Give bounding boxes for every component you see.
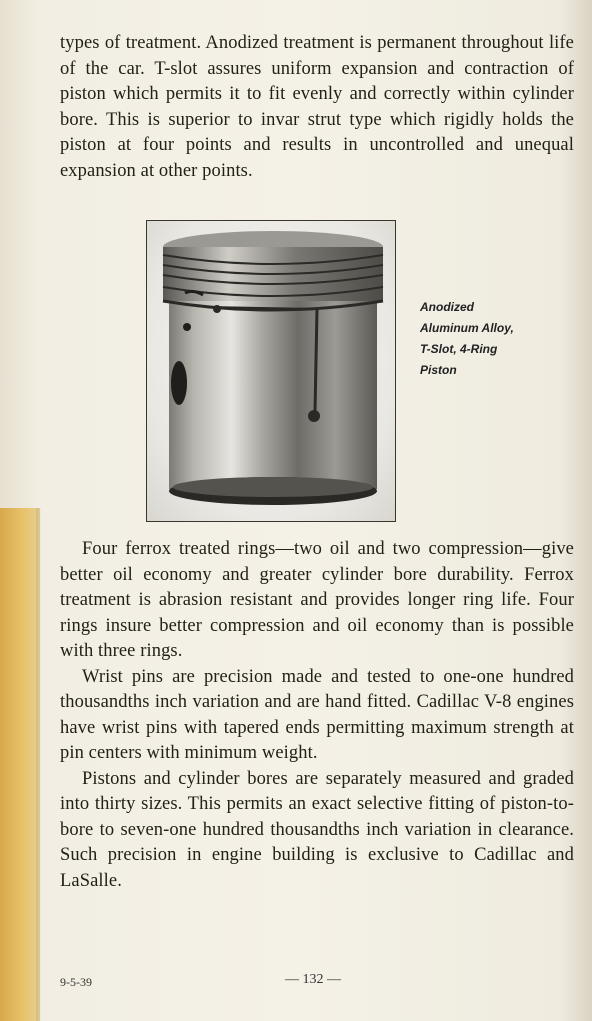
figure-caption [420, 297, 540, 381]
top-paragraph-block [60, 31, 574, 184]
paragraph-cylinder-bores: Pistons and cylinder bores are separately measured and graded into thirty sizes. This permits an exact selective fitting of piston-to-bore to seven-one hundred thousandths inch variation in clearance. Such precision in engine building is exclusive to Cadillac and LaSalle. [60, 768, 574, 891]
paragraph-anodized-treatment: types of treatment. Anodized treatment is permanent throughout life of the car. T-slot assures uniform expansion and contraction of piston which permits it to fit evenly and correctly within cylinder bore. This is superior to invar strut type which rigidly holds the piston at four points and results in uncontrolled and unequal expansion at other points. [60, 33, 574, 181]
piston-photo [146, 220, 396, 522]
piston-skirt [169, 299, 377, 501]
footer-date-code: 9-5-39 [60, 975, 92, 989]
piston-illustration [147, 221, 394, 520]
wrist-pin-boss [171, 361, 187, 405]
paragraph-rings: Four ferrox treated rings—two oil and two compression—give better oil economy and greater cylinder bore durability. Ferrox treatment is abrasion resistant and provides longer ring life. Four rings insure better compression and oil economy than is possible with three rings. [60, 539, 574, 661]
bottom-paragraph-block [60, 537, 574, 894]
paragraph-wrist-pins: Wrist pins are precision made and tested to one-one hundred thousandths inch variation and are hand fitted. Cadillac V-8 engines have wrist pins with tapered ends permitting maximum strength at pin centers with minimum weight. [60, 666, 574, 763]
caption-line-2: Aluminum Alloy, [420, 321, 514, 335]
caption-line-3: T-Slot, 4-Ring [420, 342, 498, 356]
caption-line-4: Piston [420, 363, 457, 377]
tab-shadow [36, 508, 42, 1021]
t-slot [315, 309, 317, 411]
oil-hole [183, 323, 191, 331]
page-tab-marker [0, 508, 40, 1021]
page-number: — 132 — [285, 972, 341, 987]
caption-line-1: Anodized [420, 300, 474, 314]
